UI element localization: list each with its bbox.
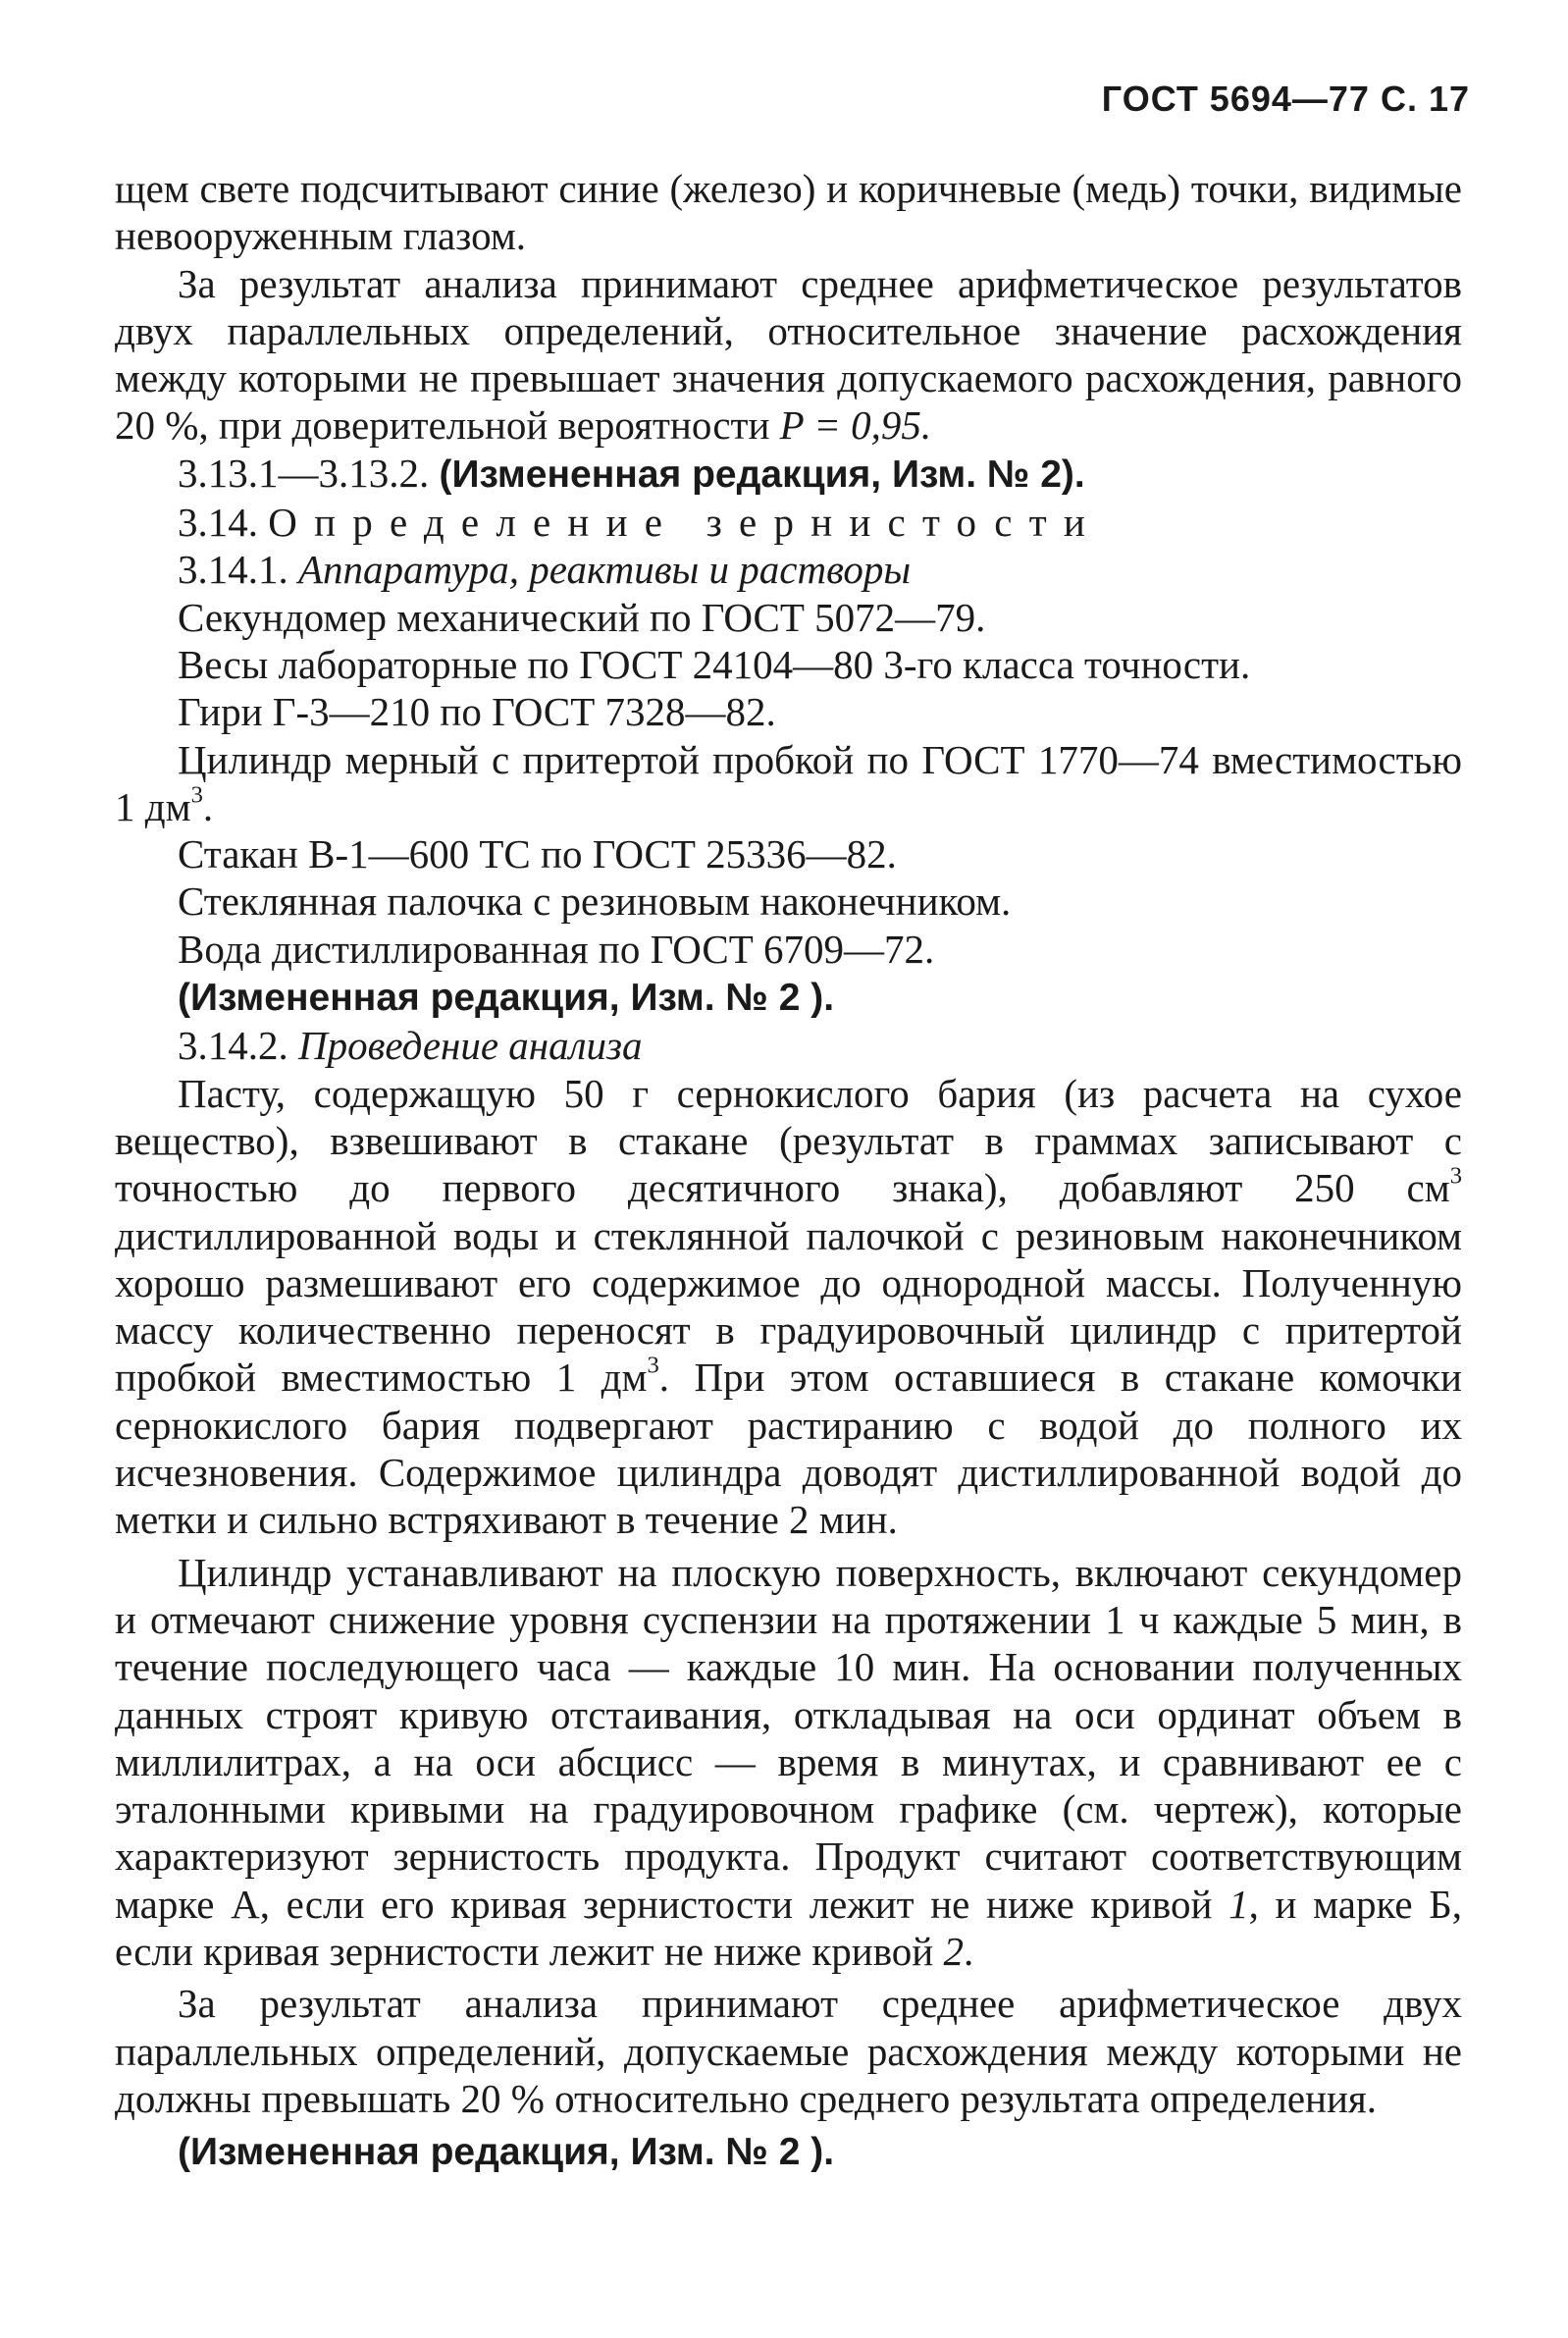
equipment-glass-rod: Стеклянная палочка с резиновым наконечником. <box>178 878 1012 925</box>
equipment-weights: Гири Г-3—210 по ГОСТ 7328—82. <box>178 689 776 735</box>
equipment-beaker: Стакан В-1—600 ТС по ГОСТ 25336—82. <box>178 831 897 877</box>
paragraph-settling-curve: Цилиндр устанавливают на плоскую поверхность, включают секундомер и отмечают снижение уровня суспензии на протяжении 1 ч каждые 5 мин, в течение последующего часа — каждые 10 мин. На основании полученных данных строят кривую отстаивания, откладывая на оси ординат объем в миллилитрах, а на оси абсцисс — время в минутах, и сравнивают ее с эталонными кривыми на градуировочном графике (см. чертеж), которые характеризуют зернистость продукта. Продукт считают соответствующим марке А, если его кривая зернистости лежит не ниже кривой 1, и марке Б, если кривая зернистости лежит не ниже кривой 2. <box>115 1549 1462 1974</box>
paragraph-sample-preparation: Пасту, содержащую 50 г сернокислого бария (из расчета на сухое вещество), взвешивают в стакане (результат в граммах записывают с точностью до первого десятичного знака), добавляют 250 $см^3$ дистиллированной воды и стеклянной палочкой с резиновым наконечником хорошо размешивают его содержимое до однородной массы. Полученную массу количественно переносят в градуировочный цилиндр с притертой пробкой вместимостью 1 $дм^3$. При этом оставшиеся в стакане комочки сернокислого бария подвергают растиранию с водой до полного их исчезновения. Содержимое цилиндра доводят дистиллированной водой до метки и сильно встряхивают в течение 2 мин. <box>115 1070 1462 1543</box>
page-header: ГОСТ 5694—77 С. 17 <box>1101 79 1470 119</box>
equipment-cylinder: Цилиндр мерный с притертой пробкой по ГОСТ 1770—74 вместимостью 1 $дм^3$. <box>115 736 1462 829</box>
subsection-heading-3-14-2: 3.14.2. Проведение анализа <box>178 1023 643 1069</box>
subsection-heading-3-14-1: 3.14.1. Аппаратура, реактивы и растворы <box>178 547 912 593</box>
confidence-value: P = 0,95. <box>779 402 932 449</box>
amendment-note-3-14-2: (Измененная редакция, Изм. № 2 ). <box>178 2131 835 2174</box>
section-title-graininess: Определение зернистости <box>268 500 1102 546</box>
equipment-scales: Весы лабораторные по ГОСТ 24104—80 3-го класса точности. <box>178 641 1251 687</box>
amendment-note-3-13: 3.13.1—3.13.2. (Измененная редакция, Изм. № 2). <box>178 450 1085 496</box>
amendment-note-3-14-1: (Измененная редакция, Изм. № 2 ). <box>178 977 835 1020</box>
paragraph-visual-inspection: щем свете подсчитывают синие (железо) и коричневые (медь) точки, видимые невооруженным глазом. <box>115 166 1462 259</box>
paragraph-final-result: За результат анализа принимают среднее арифметическое двух параллельных определений, допускаемые расхождения между которыми не должны превышать 20 % относительно среднего результата определения. <box>115 1981 1462 2121</box>
paragraph-result-criteria: За результат анализа принимают среднее арифметическое результатов двух параллельных определений, относительное значение расхождения между которыми не превышает значения допускаемого расхождения, равного 20 %, при доверительной вероятности P = 0,95. <box>115 260 1462 449</box>
document-body <box>115 165 1462 2176</box>
equipment-stopwatch: Секундомер механический по ГОСТ 5072—79. <box>178 594 986 640</box>
equipment-distilled-water: Вода дистиллированная по ГОСТ 6709—72. <box>178 926 935 972</box>
section-heading-3-14: 3.14. Определение зернистости <box>178 500 1102 546</box>
